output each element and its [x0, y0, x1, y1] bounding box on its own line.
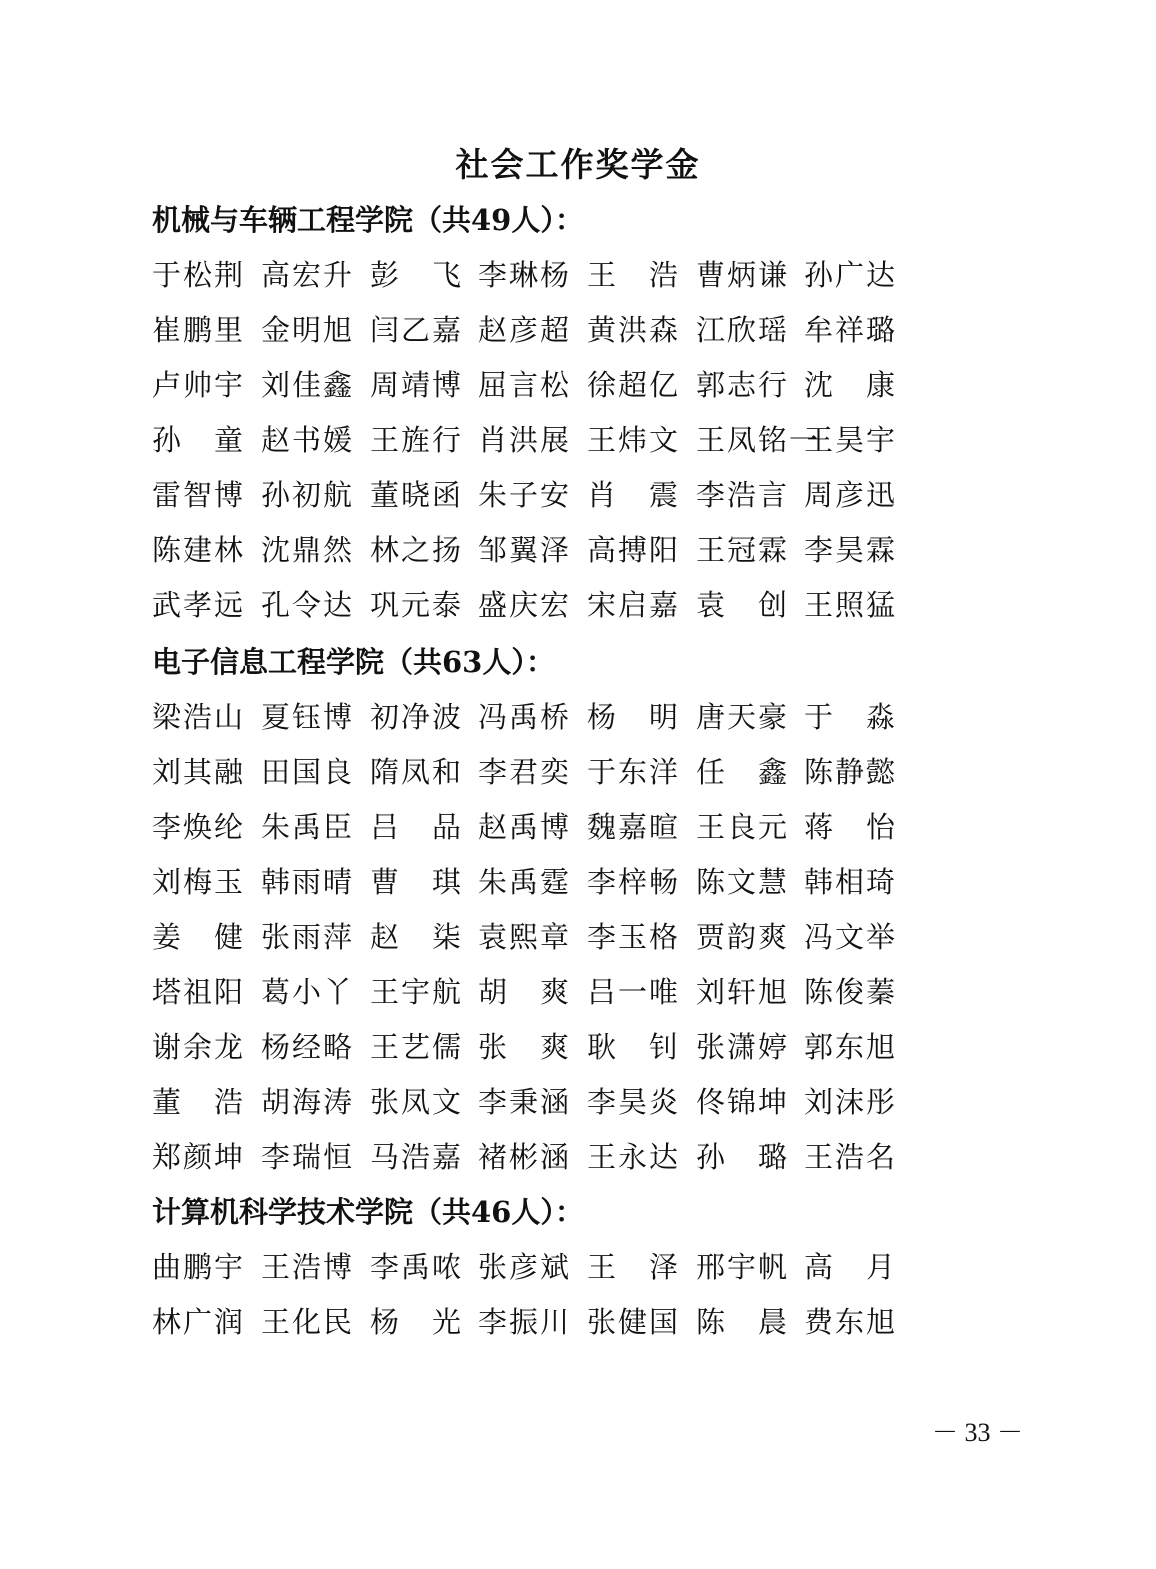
student-name: 沈 康	[804, 368, 898, 402]
student-name: 李琳杨	[478, 258, 572, 292]
page-title: 社会工作奖学金	[455, 145, 701, 184]
student-name: 刘佳鑫	[261, 368, 355, 402]
student-name: 曹 琪	[370, 865, 464, 899]
student-name: 沈鼎然	[261, 533, 355, 567]
student-name: 李振川	[478, 1305, 572, 1339]
student-name: 彭 飞	[370, 258, 464, 292]
student-name: 王炜文	[587, 423, 681, 457]
student-name: 郭志行	[696, 368, 790, 402]
name-row	[152, 697, 952, 737]
name-row	[152, 1247, 952, 1287]
student-name: 张雨萍	[261, 920, 355, 954]
student-name: 董 浩	[152, 1085, 246, 1119]
student-name: 孙广达	[804, 258, 898, 292]
page-number: － 33 －	[932, 1418, 1024, 1447]
student-name: 盛庆宏	[478, 588, 572, 622]
student-name: 吕 品	[370, 810, 464, 844]
student-name: 耿 钊	[587, 1030, 681, 1064]
name-row	[152, 365, 952, 405]
student-name: 陈 晨	[696, 1305, 790, 1339]
student-name: 刘梅玉	[152, 865, 246, 899]
student-name: 胡 爽	[478, 975, 572, 1009]
student-name: 高宏升	[261, 258, 355, 292]
student-name: 徐超亿	[587, 368, 681, 402]
student-name: 曹炳谦	[696, 258, 790, 292]
name-row	[152, 1082, 952, 1122]
student-name: 刘轩旭	[696, 975, 790, 1009]
student-name: 田国良	[261, 755, 355, 789]
student-name: 郑颜坤	[152, 1140, 246, 1174]
student-name: 张潇婷	[696, 1030, 790, 1064]
student-name: 董晓函	[370, 478, 464, 512]
student-name: 邹翼泽	[478, 533, 572, 567]
student-name: 姜 健	[152, 920, 246, 954]
student-name: 李玉格	[587, 920, 681, 954]
student-name: 李昊霖	[804, 533, 898, 567]
student-name: 冯禹桥	[478, 700, 572, 734]
student-name: 张健国	[587, 1305, 681, 1339]
student-name: 王旌行	[370, 423, 464, 457]
name-row	[152, 752, 952, 792]
student-name: 宋启嘉	[587, 588, 681, 622]
student-name: 贾韵爽	[696, 920, 790, 954]
student-name: 胡海涛	[261, 1085, 355, 1119]
student-name: 金明旭	[261, 313, 355, 347]
student-name: 于松荆	[152, 258, 246, 292]
student-name: 费东旭	[804, 1305, 898, 1339]
student-name: 黄洪森	[587, 313, 681, 347]
student-name: 赵 柒	[370, 920, 464, 954]
student-name: 刘沫彤	[804, 1085, 898, 1119]
student-name: 陈文慧	[696, 865, 790, 899]
student-name: 杨 明	[587, 700, 681, 734]
student-name: 陈静懿	[804, 755, 898, 789]
student-name: 巩元泰	[370, 588, 464, 622]
student-name: 邢宇帆	[696, 1250, 790, 1284]
student-name: 张 爽	[478, 1030, 572, 1064]
student-name: 朱禹霆	[478, 865, 572, 899]
section-heading: 机械与车辆工程学院（共49人）：	[152, 203, 584, 237]
student-name: 肖 震	[587, 478, 681, 512]
name-row	[152, 255, 952, 295]
student-name: 李禹哝	[370, 1250, 464, 1284]
student-name: 张凤文	[370, 1085, 464, 1119]
student-name: 王浩博	[261, 1250, 355, 1284]
name-row	[152, 807, 952, 847]
student-name: 林之扬	[370, 533, 464, 567]
student-name: 魏嘉暄	[587, 810, 681, 844]
student-name: 闫乙嘉	[370, 313, 464, 347]
student-name: 韩雨晴	[261, 865, 355, 899]
name-row	[152, 1027, 952, 1067]
student-name: 马浩嘉	[370, 1140, 464, 1174]
student-name: 孙初航	[261, 478, 355, 512]
student-name: 张彦斌	[478, 1250, 572, 1284]
student-name: 王昊宇	[804, 423, 898, 457]
student-name: 高 月	[804, 1250, 898, 1284]
student-name: 袁熙章	[478, 920, 572, 954]
student-name: 曲鹏宇	[152, 1250, 246, 1284]
name-row	[152, 862, 952, 902]
student-name: 葛小丫	[261, 975, 355, 1009]
student-name: 王良元	[696, 810, 790, 844]
name-row	[152, 530, 952, 570]
student-name: 赵书媛	[261, 423, 355, 457]
name-row	[152, 585, 952, 625]
student-name: 谢余龙	[152, 1030, 246, 1064]
student-name: 韩相琦	[804, 865, 898, 899]
section-heading: 计算机科学技术学院（共46人）：	[152, 1195, 584, 1229]
student-name: 李瑞恒	[261, 1140, 355, 1174]
student-name: 孙 璐	[696, 1140, 790, 1174]
student-name: 袁 创	[696, 588, 790, 622]
student-name: 王永达	[587, 1140, 681, 1174]
student-name: 蒋 怡	[804, 810, 898, 844]
student-name: 王 浩	[587, 258, 681, 292]
student-name: 郭东旭	[804, 1030, 898, 1064]
student-name: 陈建林	[152, 533, 246, 567]
student-name: 武孝远	[152, 588, 246, 622]
student-name: 李秉涵	[478, 1085, 572, 1119]
name-row	[152, 1302, 952, 1342]
student-name: 冯文举	[804, 920, 898, 954]
student-name: 高搏阳	[587, 533, 681, 567]
student-name: 崔鹏里	[152, 313, 246, 347]
student-name: 于 淼	[804, 700, 898, 734]
student-name: 隋凤和	[370, 755, 464, 789]
student-name: 王宇航	[370, 975, 464, 1009]
student-name: 牟祥璐	[804, 313, 898, 347]
student-name: 李梓畅	[587, 865, 681, 899]
student-name: 梁浩山	[152, 700, 246, 734]
name-row	[152, 475, 952, 515]
student-name: 周靖博	[370, 368, 464, 402]
student-name: 王冠霖	[696, 533, 790, 567]
student-name: 王凤铭一	[696, 423, 821, 457]
student-name: 江欣瑶	[696, 313, 790, 347]
student-name: 吕一唯	[587, 975, 681, 1009]
student-name: 朱子安	[478, 478, 572, 512]
name-row	[152, 917, 952, 957]
name-row	[152, 310, 952, 350]
student-name: 杨经略	[261, 1030, 355, 1064]
name-row	[152, 1137, 952, 1177]
student-name: 李昊炎	[587, 1085, 681, 1119]
student-name: 初净波	[370, 700, 464, 734]
student-name: 唐天豪	[696, 700, 790, 734]
student-name: 塔祖阳	[152, 975, 246, 1009]
student-name: 王 泽	[587, 1250, 681, 1284]
student-name: 孙 童	[152, 423, 246, 457]
student-name: 孔令达	[261, 588, 355, 622]
student-name: 夏钰博	[261, 700, 355, 734]
student-name: 赵彦超	[478, 313, 572, 347]
student-name: 王化民	[261, 1305, 355, 1339]
student-name: 屈言松	[478, 368, 572, 402]
section-heading: 电子信息工程学院（共63人）：	[152, 645, 555, 679]
student-name: 李君奕	[478, 755, 572, 789]
student-name: 王浩名	[804, 1140, 898, 1174]
student-name: 刘其融	[152, 755, 246, 789]
name-row	[152, 420, 952, 460]
student-name: 林广润	[152, 1305, 246, 1339]
student-name: 于东洋	[587, 755, 681, 789]
student-name: 周彦迅	[804, 478, 898, 512]
student-name: 雷智博	[152, 478, 246, 512]
student-name: 王照猛	[804, 588, 898, 622]
student-name: 李浩言	[696, 478, 790, 512]
student-name: 陈俊蓁	[804, 975, 898, 1009]
student-name: 肖洪展	[478, 423, 572, 457]
student-name: 李焕纶	[152, 810, 246, 844]
student-name: 王艺儒	[370, 1030, 464, 1064]
student-name: 褚彬涵	[478, 1140, 572, 1174]
student-name: 卢帅宇	[152, 368, 246, 402]
student-name: 佟锦坤	[696, 1085, 790, 1119]
student-name: 任 鑫	[696, 755, 790, 789]
student-name: 朱禹臣	[261, 810, 355, 844]
name-row	[152, 972, 952, 1012]
student-name: 杨 光	[370, 1305, 464, 1339]
student-name: 赵禹博	[478, 810, 572, 844]
